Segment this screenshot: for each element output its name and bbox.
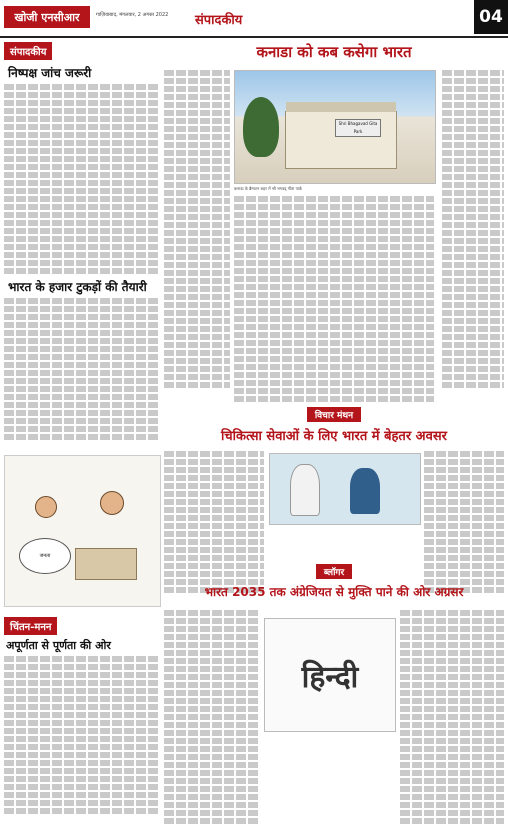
blogger-tag: ब्लॉगर bbox=[316, 564, 352, 579]
editorial-headline: निष्पक्ष जांच जरूरी bbox=[8, 66, 92, 80]
bottom-article bbox=[4, 615, 159, 816]
chintan-body bbox=[4, 656, 159, 814]
chintan-headline: अपूर्णता से पूर्णता की ओर bbox=[6, 639, 111, 652]
left-column bbox=[4, 40, 159, 796]
patient-figure bbox=[350, 468, 380, 514]
editorial-tag: संपादकीय bbox=[4, 42, 52, 60]
lead-text-left bbox=[164, 70, 230, 390]
blogger-text-left bbox=[164, 610, 260, 826]
blogger-text-right bbox=[400, 610, 504, 826]
lead-text-right bbox=[442, 70, 504, 390]
cartoon-figure-left bbox=[35, 496, 57, 518]
lead-headline: कनाडा को कब कसेगा भारत bbox=[256, 43, 412, 61]
opinion-tag: विचार मंथन bbox=[307, 407, 361, 422]
section-title: संपादकीय bbox=[195, 13, 243, 28]
editorial-body bbox=[4, 84, 159, 274]
dateline: गाज़ियाबाद, मंगलवार, 2 अगस्त 2022 bbox=[96, 12, 169, 18]
second-headline: भारत के हजार टुकड़ों की तैयारी bbox=[8, 280, 147, 294]
page-number: 04 bbox=[474, 0, 508, 34]
main-column bbox=[164, 40, 504, 796]
doctor-figure bbox=[290, 464, 320, 516]
cartoon-figure-right bbox=[100, 491, 124, 515]
photo-caption: कनाडा के ब्रैम्पटन शहर में श्री भगवद् गीता पार्क bbox=[234, 186, 302, 191]
second-body bbox=[4, 298, 159, 440]
photo-sign: Shri Bhagavad Gita Park bbox=[335, 119, 381, 137]
chintan-tag: चिंतन-मनन bbox=[4, 617, 57, 635]
canada-photo bbox=[234, 70, 436, 184]
blogger-section bbox=[164, 560, 504, 695]
photo-tree bbox=[243, 97, 279, 157]
hindi-illustration: हिन्दी bbox=[264, 618, 396, 732]
blogger-headline: भारत 2035 तक अंग्रेजियत से मुक्ति पाने की ओर अग्रसर bbox=[204, 585, 464, 599]
page-header bbox=[0, 0, 508, 38]
doctors-photo bbox=[269, 453, 421, 525]
cartoon-bubble: जनता bbox=[19, 538, 71, 574]
cartoon-illustration bbox=[4, 455, 161, 607]
lead-text-center bbox=[234, 196, 434, 404]
masthead: खोजी एनसीआर bbox=[4, 6, 90, 28]
opinion-section bbox=[164, 403, 504, 448]
opinion-headline: चिकित्सा सेवाओं के लिए भारत में बेहतर अवसर bbox=[221, 429, 447, 444]
cartoon-desk bbox=[75, 548, 137, 580]
